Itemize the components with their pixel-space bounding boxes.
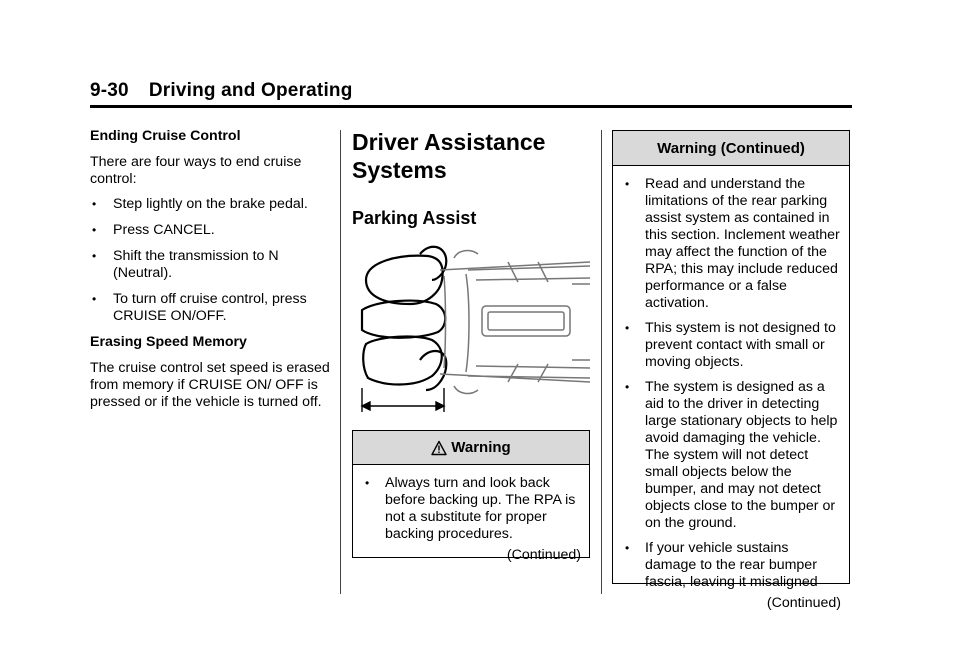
- heading-ending-cruise: Ending Cruise Control: [90, 128, 241, 144]
- sensor-zone-upper: [366, 256, 443, 304]
- parking-assist-diagram: [358, 240, 590, 418]
- arrow-left-icon: [362, 402, 370, 410]
- sensor-zone-middle: [362, 301, 445, 338]
- list-item: • This system is not designed to prevent contact with small or moving objects.: [625, 320, 836, 370]
- continued-label: (Continued): [766, 595, 841, 611]
- list-item: • If your vehicle sustains damage to the rear bumper fascia, leaving it misaligned: [625, 540, 818, 590]
- page-header: [90, 80, 353, 102]
- list-item: • To turn off cruise control, press CRUISE ON/OFF.: [92, 291, 307, 324]
- bullet-icon: •: [625, 541, 630, 555]
- bullet-icon: •: [625, 321, 630, 335]
- vehicle-rear-window: [482, 306, 570, 336]
- warning-header: [613, 131, 849, 166]
- heading-erasing-speed: Erasing Speed Memory: [90, 334, 247, 350]
- bullet-icon: •: [92, 223, 97, 237]
- page-title: Driver Assistance Systems: [352, 129, 546, 183]
- bullet-icon: •: [92, 292, 97, 306]
- warning-box: [352, 430, 590, 563]
- erasing-text: The cruise control set speed is erased from memory if CRUISE ON/ OFF is pressed or if the vehicle is turned off.: [90, 360, 330, 410]
- bullet-icon: •: [625, 380, 630, 394]
- warning-body: [353, 465, 589, 568]
- warning-icon: [431, 440, 447, 456]
- intro-text: There are four ways to end cruise control:: [90, 154, 302, 187]
- header-rule: [90, 105, 852, 108]
- section-title: Driving and Operating: [148, 80, 353, 101]
- warning-body: [613, 166, 849, 616]
- list-item: • Press CANCEL.: [92, 222, 215, 238]
- column-divider: [601, 130, 602, 594]
- column-1: [90, 128, 330, 419]
- arrow-right-icon: [436, 402, 444, 410]
- warning-box-continued: [612, 130, 850, 611]
- column-divider: [340, 130, 341, 594]
- bullet-icon: •: [625, 177, 630, 191]
- list-item: • Read and understand the limitations of the rear parking assist system as contained in this section. Inclement weather may affect the function of the RPA; this may include reduced performance or a false activation.: [625, 176, 840, 311]
- column-2: [352, 128, 592, 229]
- subsection-title: Parking Assist: [352, 208, 477, 228]
- page-number: 9-30: [90, 80, 129, 101]
- list-item: • Shift the transmission to N (Neutral).: [92, 248, 279, 281]
- list-item: • The system is designed as a aid to the driver in detecting large stationary objects to help avoid damaging the vehicle. The system will not detect small objects below the bumper, and may not detect objects close to the bumper or on the ground.: [625, 379, 838, 531]
- bullet-icon: •: [365, 476, 370, 490]
- warning-title: Warning (Continued): [657, 139, 805, 157]
- warning-title: Warning: [451, 439, 511, 456]
- warning-header: [353, 431, 589, 465]
- continued-label: (Continued): [506, 547, 581, 563]
- list-item: • Step lightly on the brake pedal.: [92, 196, 308, 212]
- bullet-icon: •: [92, 249, 97, 263]
- list-item: • Always turn and look back before backing up. The RPA is not a substitute for proper backing procedures.: [365, 475, 576, 542]
- sensor-zone-lower: [363, 337, 442, 385]
- bullet-icon: •: [92, 197, 97, 211]
